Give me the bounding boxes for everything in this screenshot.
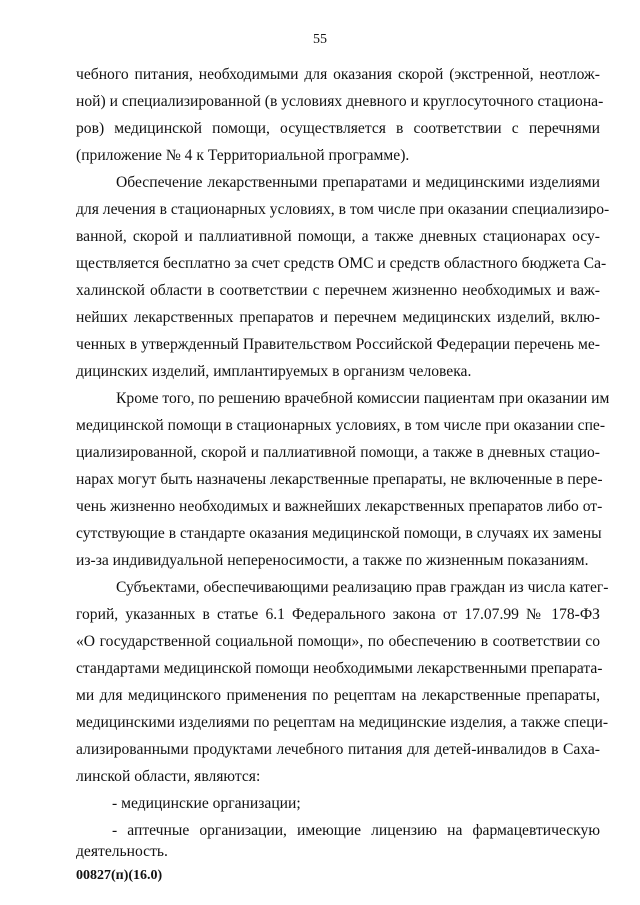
paragraph-line: для лечения в стационарных условиях, в том числе при оказании специализиро- [76,201,610,218]
paragraph-line: ченных в утвержденный Правительством Российской Федерации перечень ме- [76,336,600,353]
paragraph-line: стандартами медицинской помощи необходимыми лекарственными препарата- [76,660,603,677]
paragraph-line: чебного питания, необходимыми для оказания скорой (экстренной, неотлож- [76,66,600,83]
list-item-continuation: деятельность. [76,843,168,860]
paragraph-line: медицинскими изделиями по рецептам на медицинские изделия, а также специ- [76,714,609,731]
paragraph-line: Кроме того, по решению врачебной комиссии пациентам при оказании им [116,390,610,407]
paragraph-line: нейших лекарственных препаратов и перечнем медицинских изделий, вклю- [76,309,600,326]
paragraph-line: «О государственной социальной помощи», по обеспечению в соответствии со [76,633,600,650]
list-item: - медицинские организации; [112,795,301,812]
paragraph-line: Субъектами, обеспечивающими реализацию прав граждан из числа катег- [116,579,609,596]
paragraph-line: линской области, являются: [76,768,261,785]
paragraph-line: ной) и специализированной (в условиях дневного и круглосуточного стациона- [76,93,604,110]
list-item: - аптечные организации, имеющие лицензию на фармацевтическую [112,822,600,839]
paragraph-line: ществляется бесплатно за счет средств ОМС и средств областного бюджета Са- [76,255,607,272]
paragraph-line: ализированными продуктами лечебного питания для детей-инвалидов в Саха- [76,741,600,758]
paragraph-line: ванной, скорой и паллиативной помощи, а также дневных стационарах осу- [76,228,600,245]
paragraph-line: ров) медицинской помощи, осуществляется в соответствии с перечнями [76,120,600,137]
page-number: 55 [313,32,327,47]
paragraph-line: ми для медицинского применения по рецептам на лекарственные препараты, [76,687,600,704]
paragraph-line: (приложение № 4 к Территориальной программе). [76,147,410,164]
document-code: 00827(п)(16.0) [76,868,163,883]
paragraph-line: горий, указанных в статье 6.1 Федерального закона от 17.07.99 № 178-ФЗ [76,606,600,623]
paragraph-line: Обеспечение лекарственными препаратами и медицинскими изделиями [116,174,600,191]
paragraph-line: сутствующие в стандарте оказания медицинской помощи, в случаях их замены [76,525,602,542]
paragraph-line: из-за индивидуальной непереносимости, а также по жизненным показаниям. [76,552,589,569]
paragraph-line: медицинской помощи в стационарных условиях, в том числе при оказании спе- [76,417,606,434]
paragraph-line: чень жизненно необходимых и важнейших лекарственных препаратов либо от- [76,498,603,515]
paragraph-line: нарах могут быть назначены лекарственные препараты, не включенные в пере- [76,471,603,488]
paragraph-line: циализированной, скорой и паллиативной помощи, а также в дневных стацио- [76,444,600,461]
paragraph-line: халинской области в соответствии с перечнем жизненно необходимых и важ- [76,282,600,299]
paragraph-line: дицинских изделий, имплантируемых в организм человека. [76,363,472,380]
